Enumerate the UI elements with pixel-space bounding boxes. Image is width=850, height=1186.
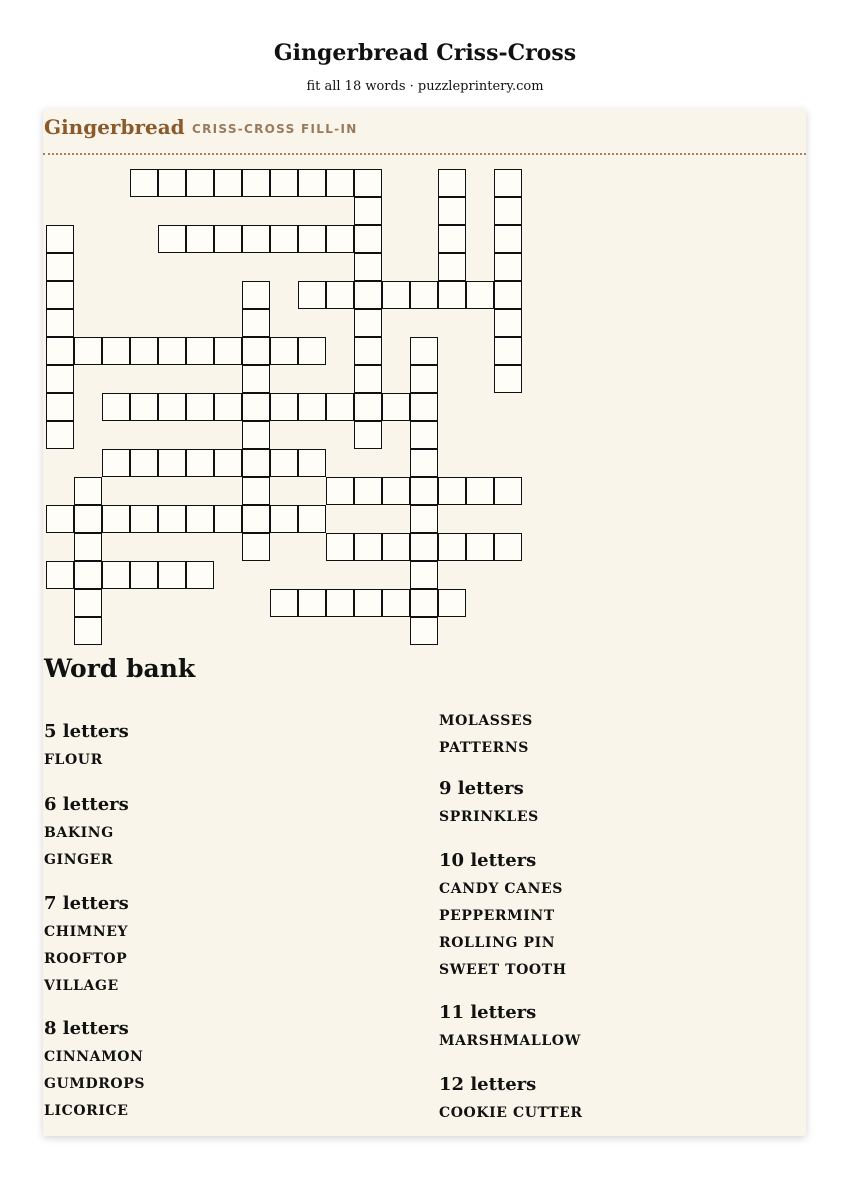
grid-cell[interactable] [130, 393, 158, 421]
grid-cell[interactable] [130, 337, 158, 365]
grid-cell[interactable] [158, 393, 186, 421]
grid-cell[interactable] [410, 589, 438, 617]
word-item: COOKIE CUTTER [439, 1105, 583, 1121]
crossword-grid [43, 109, 806, 669]
grid-cell[interactable] [46, 505, 74, 533]
grid-cell[interactable] [186, 337, 214, 365]
word-item: GINGER [44, 852, 114, 868]
word-group-title: 6 letters [44, 794, 129, 815]
grid-cell[interactable] [242, 309, 270, 337]
grid-cell[interactable] [298, 505, 326, 533]
grid-cell[interactable] [46, 253, 74, 281]
grid-cell[interactable] [46, 281, 74, 309]
grid-cell[interactable] [242, 281, 270, 309]
grid-cell[interactable] [130, 169, 158, 197]
grid-cell[interactable] [214, 337, 242, 365]
word-item: FLOUR [44, 752, 103, 768]
grid-cell[interactable] [242, 533, 270, 561]
grid-cell[interactable] [214, 225, 242, 253]
grid-cell[interactable] [158, 561, 186, 589]
grid-cell[interactable] [270, 505, 298, 533]
grid-cell[interactable] [410, 561, 438, 589]
grid-cell[interactable] [46, 421, 74, 449]
grid-cell[interactable] [410, 365, 438, 393]
grid-cell[interactable] [382, 533, 410, 561]
grid-cell[interactable] [438, 533, 466, 561]
grid-cell[interactable] [494, 225, 522, 253]
grid-cell[interactable] [186, 393, 214, 421]
grid-cell[interactable] [410, 505, 438, 533]
grid-cell[interactable] [186, 169, 214, 197]
grid-cell[interactable] [326, 589, 354, 617]
grid-cell[interactable] [74, 505, 102, 533]
grid-cell[interactable] [270, 449, 298, 477]
grid-cell[interactable] [214, 505, 242, 533]
grid-cell[interactable] [438, 225, 466, 253]
grid-cell[interactable] [354, 421, 382, 449]
grid-cell[interactable] [326, 281, 354, 309]
grid-cell[interactable] [382, 393, 410, 421]
grid-cell[interactable] [298, 225, 326, 253]
grid-cell[interactable] [214, 449, 242, 477]
grid-cell[interactable] [298, 169, 326, 197]
grid-cell[interactable] [354, 197, 382, 225]
grid-cell[interactable] [410, 421, 438, 449]
grid-cell[interactable] [270, 169, 298, 197]
grid-cell[interactable] [410, 533, 438, 561]
word-group-title: 7 letters [44, 893, 129, 914]
grid-cell[interactable] [410, 281, 438, 309]
grid-cell[interactable] [354, 225, 382, 253]
grid-cell[interactable] [214, 393, 242, 421]
word-item: ROOFTOP [44, 951, 128, 967]
grid-cell[interactable] [270, 589, 298, 617]
grid-cell[interactable] [186, 561, 214, 589]
grid-cell[interactable] [74, 337, 102, 365]
word-item: GUMDROPS [44, 1076, 146, 1092]
grid-cell[interactable] [466, 533, 494, 561]
grid-cell[interactable] [242, 449, 270, 477]
grid-cell[interactable] [186, 449, 214, 477]
grid-cell[interactable] [74, 477, 102, 505]
word-item: SWEET TOOTH [439, 962, 567, 978]
grid-cell[interactable] [186, 505, 214, 533]
word-group-title: 8 letters [44, 1018, 129, 1039]
grid-cell[interactable] [270, 225, 298, 253]
word-group-7-letters [44, 892, 129, 1005]
grid-cell[interactable] [270, 393, 298, 421]
grid-cell[interactable] [494, 533, 522, 561]
grid-cell[interactable] [46, 393, 74, 421]
grid-cell[interactable] [102, 505, 130, 533]
word-group-title: 9 letters [439, 778, 524, 799]
puzzle-kind: CRISS-CROSS FILL-IN [192, 122, 358, 136]
grid-cell[interactable] [438, 197, 466, 225]
grid-cell[interactable] [326, 169, 354, 197]
grid-cell[interactable] [382, 589, 410, 617]
grid-cell[interactable] [74, 617, 102, 645]
grid-cell[interactable] [438, 281, 466, 309]
grid-cell[interactable] [298, 449, 326, 477]
word-item: CINNAMON [44, 1049, 144, 1065]
grid-cell[interactable] [354, 393, 382, 421]
grid-cell[interactable] [466, 281, 494, 309]
grid-cell[interactable] [466, 477, 494, 505]
word-item: BAKING [44, 825, 114, 841]
grid-cell[interactable] [242, 421, 270, 449]
grid-cell[interactable] [494, 365, 522, 393]
grid-cell[interactable] [74, 589, 102, 617]
grid-cell[interactable] [382, 281, 410, 309]
word-group-5-letters [44, 720, 129, 779]
grid-cell[interactable] [270, 337, 298, 365]
grid-cell[interactable] [354, 477, 382, 505]
grid-cell[interactable] [494, 309, 522, 337]
word-item: CANDY CANES [439, 881, 563, 897]
word-item: CHIMNEY [44, 924, 129, 940]
grid-cell[interactable] [410, 477, 438, 505]
grid-cell[interactable] [298, 393, 326, 421]
word-group-6-letters [44, 793, 129, 879]
grid-cell[interactable] [158, 449, 186, 477]
grid-cell[interactable] [102, 449, 130, 477]
grid-cell[interactable] [354, 309, 382, 337]
word-group-title: 11 letters [439, 1002, 537, 1023]
word-bank-title: Word bank [44, 654, 196, 683]
word-item: MARSHMALLOW [439, 1033, 581, 1049]
grid-cell[interactable] [242, 393, 270, 421]
word-item: MOLASSES [439, 713, 533, 729]
word-item: PEPPERMINT [439, 908, 555, 924]
grid-cell[interactable] [130, 505, 158, 533]
grid-cell[interactable] [130, 449, 158, 477]
grid-cell[interactable] [326, 225, 354, 253]
grid-cell[interactable] [494, 169, 522, 197]
grid-cell[interactable] [354, 337, 382, 365]
grid-cell[interactable] [46, 225, 74, 253]
grid-cell[interactable] [74, 533, 102, 561]
word-group-8-letters-continued [439, 713, 533, 767]
grid-cell[interactable] [130, 561, 158, 589]
grid-cell[interactable] [242, 337, 270, 365]
grid-cell[interactable] [410, 449, 438, 477]
grid-cell[interactable] [494, 337, 522, 365]
word-item: LICORICE [44, 1103, 129, 1119]
grid-cell[interactable] [242, 365, 270, 393]
grid-cell[interactable] [102, 337, 130, 365]
word-group-8-letters [44, 1017, 145, 1130]
grid-cell[interactable] [382, 477, 410, 505]
word-group-title: 10 letters [439, 850, 537, 871]
word-group-title: 12 letters [439, 1074, 537, 1095]
page-subtitle: fit all 18 words · puzzleprintery.com [306, 79, 544, 94]
word-group-title: 5 letters [44, 721, 129, 742]
grid-cell[interactable] [494, 197, 522, 225]
grid-cell[interactable] [242, 505, 270, 533]
grid-cell[interactable] [438, 253, 466, 281]
word-group-11-letters [439, 1001, 581, 1060]
grid-cell[interactable] [494, 477, 522, 505]
grid-cell[interactable] [298, 281, 326, 309]
grid-cell[interactable] [46, 365, 74, 393]
grid-cell[interactable] [354, 589, 382, 617]
grid-cell[interactable] [326, 533, 354, 561]
grid-cell[interactable] [354, 253, 382, 281]
grid-cell[interactable] [354, 169, 382, 197]
word-item: VILLAGE [44, 978, 119, 994]
grid-cell[interactable] [46, 337, 74, 365]
grid-cell[interactable] [102, 561, 130, 589]
word-group-9-letters [439, 777, 539, 836]
word-item: PATTERNS [439, 740, 529, 756]
grid-cell[interactable] [158, 337, 186, 365]
word-group-12-letters [439, 1073, 583, 1132]
grid-cell[interactable] [158, 505, 186, 533]
grid-cell[interactable] [46, 561, 74, 589]
grid-cell[interactable] [242, 225, 270, 253]
word-group-10-letters [439, 849, 567, 989]
grid-cell[interactable] [242, 477, 270, 505]
grid-cell[interactable] [438, 169, 466, 197]
word-item: SPRINKLES [439, 809, 539, 825]
grid-cell[interactable] [494, 253, 522, 281]
grid-cell[interactable] [410, 337, 438, 365]
puzzle-brand: Gingerbread [44, 115, 185, 139]
grid-cell[interactable] [298, 589, 326, 617]
grid-cell[interactable] [354, 533, 382, 561]
grid-cell[interactable] [74, 561, 102, 589]
grid-cell[interactable] [214, 169, 242, 197]
grid-cell[interactable] [158, 169, 186, 197]
grid-cell[interactable] [102, 393, 130, 421]
grid-cell[interactable] [438, 589, 466, 617]
grid-cell[interactable] [410, 393, 438, 421]
grid-cell[interactable] [354, 365, 382, 393]
grid-cell[interactable] [158, 225, 186, 253]
puzzle-card [43, 109, 806, 1136]
grid-cell[interactable] [494, 281, 522, 309]
grid-cell[interactable] [298, 337, 326, 365]
grid-cell[interactable] [326, 393, 354, 421]
grid-cell[interactable] [354, 281, 382, 309]
grid-cell[interactable] [242, 169, 270, 197]
grid-cell[interactable] [46, 309, 74, 337]
grid-cell[interactable] [410, 617, 438, 645]
grid-cell[interactable] [438, 477, 466, 505]
grid-cell[interactable] [186, 225, 214, 253]
grid-cell[interactable] [326, 477, 354, 505]
page-title: Gingerbread Criss-Cross [273, 40, 577, 66]
word-item: ROLLING PIN [439, 935, 556, 951]
